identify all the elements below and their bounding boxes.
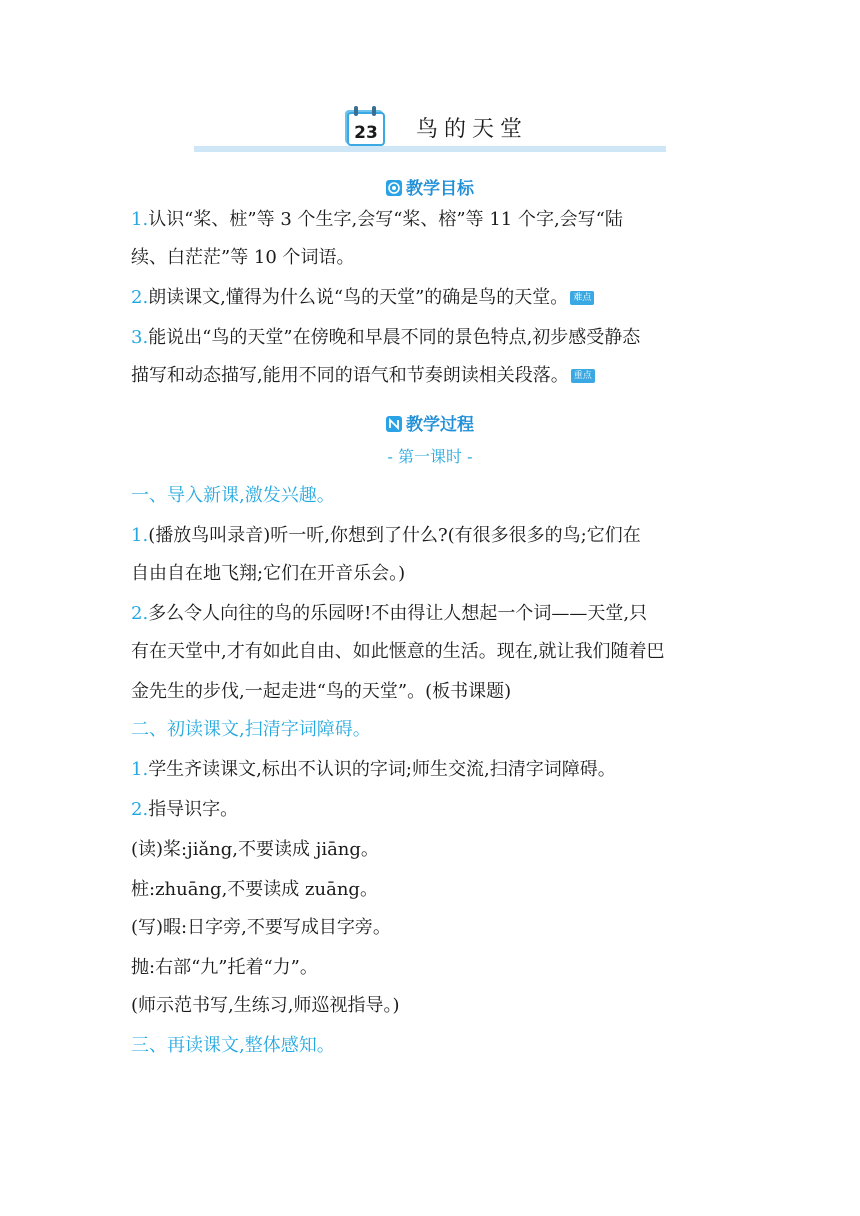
s1-item-2-line-2: 有在天堂中,才有如此自由、如此惬意的生活。现在,就让我们随着巴 — [131, 641, 665, 662]
process-heading-text: 教学过程 — [406, 415, 474, 435]
period-label: - 第一课时 - — [387, 447, 473, 466]
s2-item-2 — [131, 798, 731, 822]
goal-1-text-2: 续、白茫茫”等 10 个词语。 — [131, 247, 355, 268]
s1-item-1-text-1: (播放鸟叫录音)听一听,你想到了什么?(有很多很多的鸟;它们在 — [148, 525, 641, 546]
s2-item-1 — [131, 758, 731, 782]
goal-3-line-1 — [131, 326, 731, 350]
s1-item-1-line-1 — [131, 524, 731, 548]
s1-item-2-line-3: 金先生的步伐,一起走进“鸟的天堂”。(板书课题) — [131, 681, 512, 702]
goals-heading — [0, 174, 860, 199]
s2-item-1-number: 1. — [131, 759, 149, 780]
section-1-heading: 一、导入新课,激发兴趣。 — [131, 485, 335, 506]
goal-2-line-1 — [131, 286, 731, 310]
section-3-heading: 三、再读课文,整体感知。 — [131, 1035, 335, 1056]
goal-2-number: 2. — [131, 287, 149, 308]
demo-note: (师示范书写,生练习,师巡视指导。) — [131, 995, 400, 1016]
s1-item-2-line-1 — [131, 602, 731, 626]
goal-3-line-2 — [131, 364, 731, 388]
process-icon — [386, 416, 402, 432]
lesson-header — [0, 96, 860, 160]
section-2-heading: 二、初读课文,扫清字词障碍。 — [131, 719, 371, 740]
target-icon — [386, 180, 402, 196]
s1-item-2-text-1: 多么令人向往的鸟的乐园呀!不由得让人想起一个词——天堂,只 — [148, 603, 648, 624]
s1-item-1-number: 1. — [131, 525, 149, 546]
s1-item-1-line-2: 自由自在地飞翔;它们在开音乐会。) — [131, 563, 406, 584]
goal-3-text-2: 描写和动态描写,能用不同的语气和节奏朗读相关段落。 — [131, 365, 569, 386]
read-note-1: (读)桨:jiǎng,不要读成 jiāng。 — [131, 839, 379, 860]
goal-3-number: 3. — [131, 327, 149, 348]
calendar-icon — [342, 104, 388, 148]
process-heading — [0, 410, 860, 435]
s2-item-2-number: 2. — [131, 799, 149, 820]
s2-item-2-text: 指导识字。 — [148, 799, 239, 820]
goal-1-number: 1. — [131, 209, 149, 230]
s2-item-1-text: 学生齐读课文,标出不认识的字词;师生交流,扫清字词障碍。 — [148, 759, 616, 780]
read-note-2: 桩:zhuāng,不要读成 zuāng。 — [131, 879, 378, 900]
difficulty-tag: 难点 — [570, 291, 594, 305]
key-point-tag: 重点 — [571, 369, 595, 383]
lesson-number: 23 — [354, 123, 378, 143]
s1-item-2-number: 2. — [131, 603, 149, 624]
lesson-title: 鸟的天堂 — [416, 117, 529, 142]
write-note-1: (写)暇:日字旁,不要写成目字旁。 — [131, 917, 391, 938]
title-underline — [194, 146, 666, 152]
write-note-2: 抛:右部“九”托着“力”。 — [131, 957, 318, 978]
goal-2-text-1: 朗读课文,懂得为什么说“鸟的天堂”的确是鸟的天堂。 — [148, 287, 569, 308]
goal-1-line-2 — [131, 246, 731, 270]
goal-1-line-1 — [131, 208, 731, 232]
goal-3-text-1: 能说出“鸟的天堂”在傍晚和早晨不同的景色特点,初步感受静态 — [148, 327, 641, 348]
goals-heading-text: 教学目标 — [406, 179, 474, 199]
goal-1-text-1: 认识“桨、桩”等 3 个生字,会写“桨、榕”等 11 个字,会写“陆 — [148, 209, 623, 230]
